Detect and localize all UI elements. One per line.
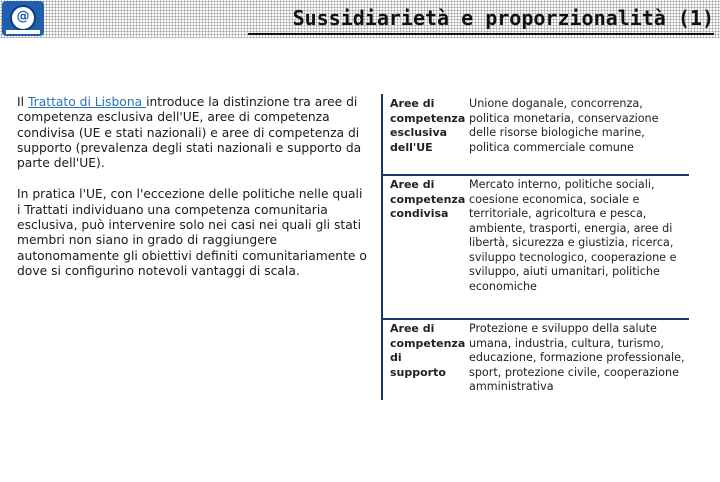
- paragraph-1: [17, 95, 369, 171]
- paragraph-2: In pratica l'UE, con l'eccezione delle politiche nelle quali i Trattati individuano una competenza comunitaria esclusiva, può intervenire solo nei casi nei quali gli stati membri non siano in grado di raggiungere autonomamente gli obiettivi definiti comunitariamente o dove si configurino notevoli vantaggi di scala.: [17, 187, 367, 278]
- federica-logo-icon: [2, 1, 44, 36]
- competence-table: [381, 94, 689, 400]
- page-title: Sussidiarietà e proporzionalità (1): [292, 6, 714, 30]
- table-row: [383, 94, 689, 175]
- row-value: Unione doganale, concorrenza, politica monetaria, conservazione delle risorse biologiche marine, politica commerciale comune: [469, 97, 659, 154]
- row-value: Protezione e sviluppo della salute umana, industria, cultura, turismo, educazione, formazione professionale, sport, protezione civile, cooperazione amministrativa: [469, 322, 685, 393]
- paragraph-1-intro: Il: [17, 95, 28, 109]
- row-label: Aree di competenza esclusiva dell'UE: [390, 97, 466, 154]
- row-value: Mercato interno, politiche sociali, coesione economica, sociale e territoriale, agricoltura e pesca, ambiente, trasporti, energia, aree di libertà, sicurezza e giustizia, ricerca, sviluppo tecnologico, cooperazione e sviluppo, aiuti umanitari, politiche economiche: [469, 178, 677, 293]
- row-label: Aree di competenza di supporto: [390, 322, 466, 379]
- body-text: [17, 95, 369, 279]
- slide-header: [0, 0, 720, 38]
- paragraph-1-rest: introduce la distinzione tra aree di competenza esclusiva dell'UE, aree di competenza condivisa (UE e stati nazionali) e aree di competenza di supporto (prevalenza degli stati nazionali e supporto da parte dell'UE).: [17, 95, 362, 171]
- table-row: [383, 319, 689, 400]
- row-label: Aree di competenza condivisa: [390, 178, 466, 220]
- logo-strip: [6, 30, 40, 34]
- logo-glyph: @: [16, 9, 30, 24]
- trattato-lisbona-link[interactable]: Trattato di Lisbona: [27, 95, 147, 109]
- table-row: [383, 175, 689, 319]
- title-underline: [248, 33, 714, 35]
